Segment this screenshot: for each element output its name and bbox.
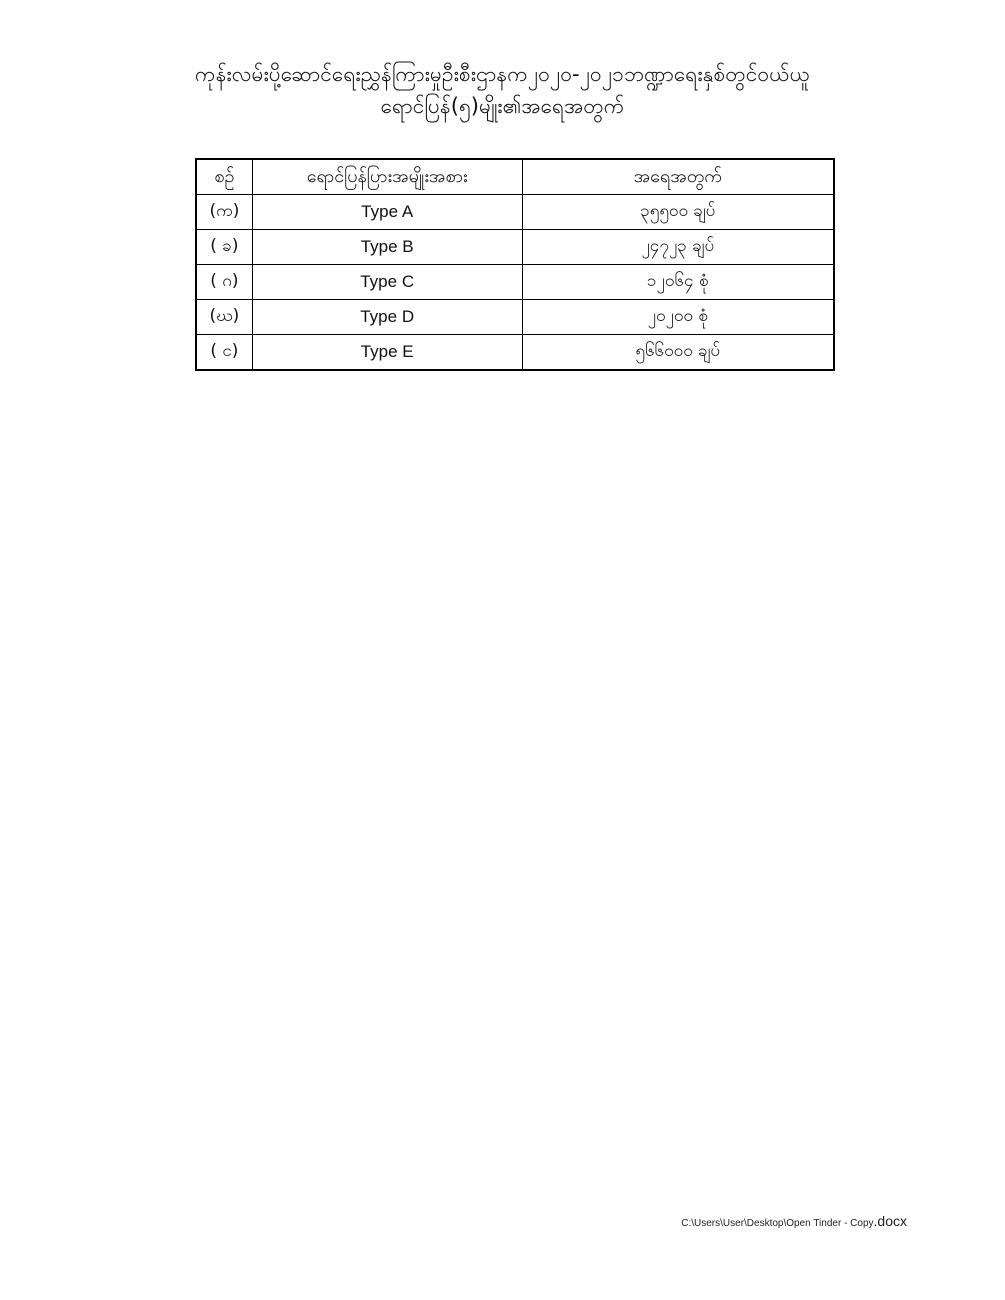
header-serial-no: စဉ်	[196, 159, 252, 195]
table-row	[196, 265, 834, 300]
row-quantity: ၂၀၂၀၀ စုံ	[522, 300, 834, 335]
title-line-2: ရောင်ပြန်(၅)မျိုး၏အရေအတွက်	[380, 94, 625, 118]
row-quantity: ၃၅၅၀၀ ချပ်	[522, 195, 834, 230]
row-serial-no: (ဃ)	[196, 300, 252, 335]
reflector-count-table	[195, 158, 835, 371]
footer-file-path	[681, 1213, 907, 1229]
table-row	[196, 195, 834, 230]
footer-file-extension: .docx	[873, 1213, 907, 1229]
row-type: Type A	[252, 195, 522, 230]
row-serial-no: ( ခ)	[196, 230, 252, 265]
row-type: Type B	[252, 230, 522, 265]
footer-path-text: C:\Users\User\Desktop\Open Tinder - Copy	[681, 1218, 874, 1229]
row-quantity: ၂၄၇၂၃ ချပ်	[522, 230, 834, 265]
header-quantity: အရေအတွက်	[522, 159, 834, 195]
row-type: Type E	[252, 335, 522, 371]
table-row	[196, 300, 834, 335]
table-row	[196, 335, 834, 371]
row-quantity: ၁၂၀၆၄ စုံ	[522, 265, 834, 300]
row-serial-no: ( င)	[196, 335, 252, 371]
row-quantity: ၅၆၆၀၀၀ ချပ်	[522, 335, 834, 371]
row-type: Type D	[252, 300, 522, 335]
title-line-1: ကုန်းလမ်းပို့ဆောင်ရေးညွှန်ကြားမှုဦးစီးဌာနက၂၀၂၀-၂၀၂၁ဘဏ္ဍာရေးနှစ်တွင်ဝယ်ယူ	[195, 62, 810, 86]
table-header-row	[196, 159, 834, 195]
table-row	[196, 230, 834, 265]
document-title	[0, 58, 1005, 122]
header-reflector-type: ရောင်ပြန်ပြားအမျိုးအစား	[252, 159, 522, 195]
row-serial-no: (က)	[196, 195, 252, 230]
row-serial-no: ( ဂ)	[196, 265, 252, 300]
row-type: Type C	[252, 265, 522, 300]
